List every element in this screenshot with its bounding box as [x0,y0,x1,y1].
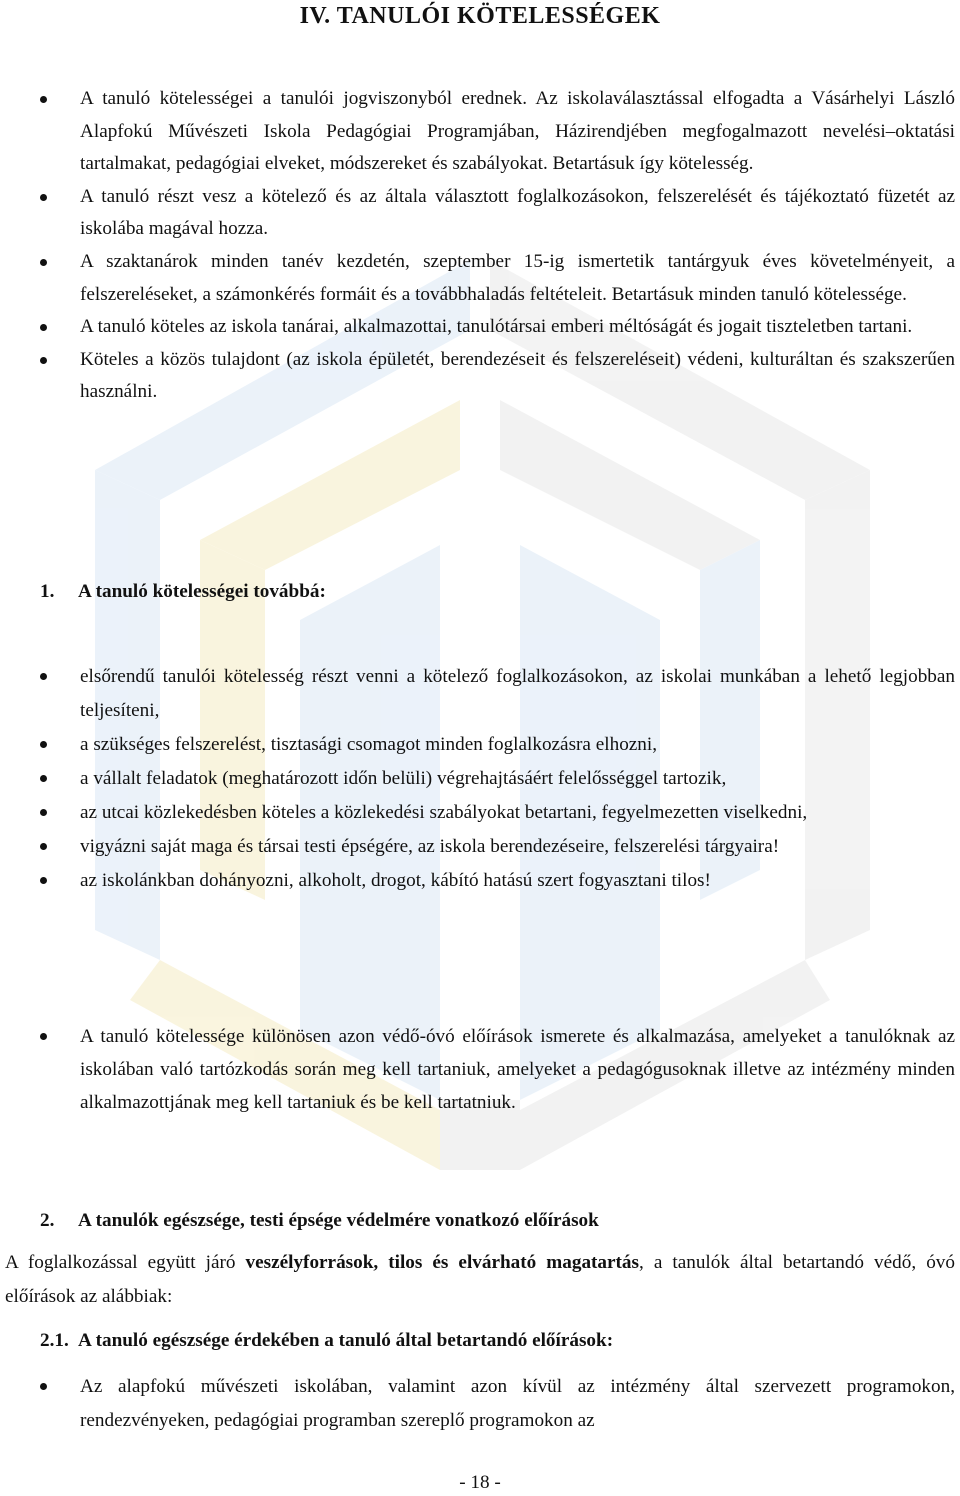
intro-duties-list [0,83,960,409]
list-item-text: A tanuló részt vesz a kötelező és az általa választott foglalkozásokon, felszerelését és tájékoztató füzetét az iskolába magával hozza. [80,185,955,240]
section-2-1-heading [40,1326,613,1356]
list-item-text: az iskolánkban dohányozni, alkoholt, drogot, kábító hatású szert fogyasztani tilos! [80,870,711,891]
section-2-intro [5,1246,955,1314]
bullet-icon [40,843,47,850]
section-2-heading [40,1206,599,1236]
bullet-icon [40,877,47,884]
list-item-text: A tanuló köteles az iskola tanárai, alkalmazottai, tanulótársai emberi méltóságát és jogait tiszteletben tartani. [80,316,913,338]
bullet-icon [40,775,47,782]
intro-bold-text: tilos és elvárható magatartás [388,1252,639,1273]
list-item-text: a vállalt feladatok (meghatározott időn belüli) végrehajtásáért felelősséggel tartozik, [80,768,727,789]
intro-bold-separator: , [373,1252,389,1273]
list-item-text: Az alapfokú művészeti iskolában, valamint azon kívül az intézmény által szervezett programokon, rendezvényeken, pedagógiai programban szereplő programokon az [80,1376,955,1431]
intro-text: A foglalkozással együtt járó [5,1252,246,1273]
bullet-icon [40,324,47,331]
section-title: A tanuló kötelességei továbbá: [78,581,326,602]
bullet-icon [40,96,47,103]
list-item [0,660,960,728]
intro-text: , a tanulók által betartandó védő, óvó előírások az alábbiak: [5,1252,955,1307]
list-item [0,864,960,898]
list-item [0,181,960,246]
bullet-icon [40,1383,47,1390]
bullet-icon [40,809,47,816]
list-item [0,344,960,409]
list-item [0,830,960,864]
list-item [0,246,960,311]
section-title: A tanulók egészsége, testi épsége védelmére vonatkozó előírások [78,1210,599,1231]
list-item [0,1020,960,1119]
list-item-text: elsőrendű tanulói kötelesség részt venni a kötelező foglalkozásokon, az iskolai munkában a lehető legjobban teljesíteni, [80,666,955,721]
section-1-extra-list [0,1020,960,1119]
section-1-heading [40,577,326,607]
list-item-text: A szaktanárok minden tanév kezdetén, szeptember 15-ig ismertetik tantárgyuk éves követelményeit, a felszereléseket, a számonkérés formáit és a továbbhaladás feltételeit. Betartásuk minden tanuló kötelessége. [80,250,955,305]
section-2-1-list [0,1370,960,1438]
list-item [0,796,960,830]
list-item [0,1370,960,1438]
section-number: 1. [40,581,55,602]
list-item-text: Köteles a közös tulajdont (az iskola épületét, berendezéseit és felszereléseit) védeni, kulturáltan és szakszerűen használni. [80,348,955,403]
section-1-list [0,660,960,898]
list-item [0,762,960,796]
bullet-icon [40,259,47,266]
list-item-text: a szükséges felszerelést, tisztasági csomagot minden foglalkozásra elhozni, [80,734,658,755]
bullet-icon [40,194,47,201]
section-number: 2. [40,1210,55,1231]
list-item [0,311,960,344]
list-item [0,728,960,762]
page-number: - 18 - [459,1472,501,1493]
list-item [0,83,960,181]
intro-bold-text: veszélyforrások [245,1252,374,1273]
bullet-icon [40,357,47,364]
list-item-text: vigyázni saját maga és társai testi épségére, az iskola berendezéseire, felszerelési tárgyaira! [80,836,780,857]
list-item-text: az utcai közlekedésben köteles a közlekedési szabályokat betartani, fegyelmezetten viselkedni, [80,802,808,823]
bullet-icon [40,1033,47,1040]
list-item-text: A tanuló kötelessége különösen azon védő-óvó előírások ismerete és alkalmazása, amelyeket a tanulóknak az iskolában való tartózkodás során meg kell tartaniuk, amelyeket a pedagógusoknak illetve az intézmény minden alkalmazottjának meg kell tartaniuk és be kell tartatniuk. [80,1026,955,1113]
bullet-icon [40,673,47,680]
section-title: A tanuló egészsége érdekében a tanuló által betartandó előírások: [78,1330,614,1351]
section-number: 2.1. [40,1330,69,1351]
page-title: IV. TANULÓI KÖTELESSÉGEK [299,3,661,29]
list-item-text: A tanuló kötelességei a tanulói jogviszonyból erednek. Az iskolaválasztással elfogadta a Vásárhelyi László Alapfokú Művészeti Iskola Pedagógiai Programjában, Házirendjében megfogalmazott nevelési–oktatási tartalmakat, pedagógiai elveket, módszereket és szabályokat. Betartásuk így kötelesség. [80,88,955,175]
bullet-icon [40,741,47,748]
